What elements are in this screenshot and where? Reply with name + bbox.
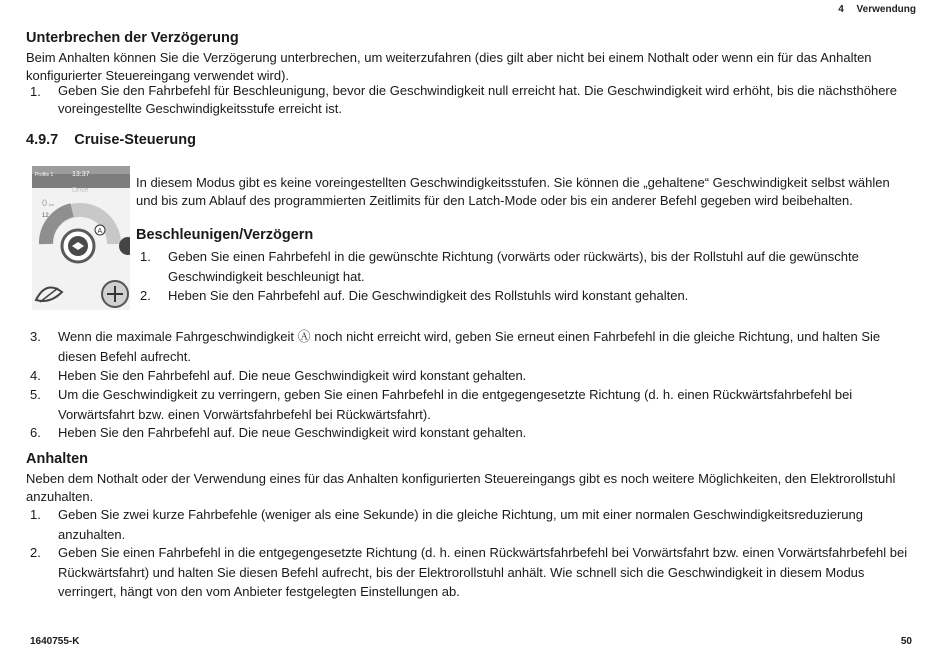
speed-max: 12 (42, 213, 49, 219)
list-number: 3. (30, 329, 41, 344)
section-heading-cruise (26, 132, 196, 148)
list-item (30, 327, 910, 366)
list-number: 2. (30, 545, 41, 560)
chapter-number: 4 (838, 4, 844, 15)
list-number: 1. (30, 507, 41, 522)
list-text: Geben Sie einen Fahrbefehl in die gewünschte Richtung (vorwärts oder rückwärts), bis der Rollstuhl auf die gewünschte Geschwindigkeit beschleunigt hat. (168, 249, 859, 284)
list-item (30, 366, 910, 386)
list-text: Geben Sie einen Fahrbefehl in die entgegengesetzte Richtung (d. h. einen Rückwärtsfahrbefehl bei Vorwärtsfahrt bzw. einen Vorwärtsfahrbefehl bei Rückwärtsfahrt) und halten Sie diesen Befehl aufrecht, bis der Elektrorollstuhl anhält. Wie schnell sich die Geschwindigkeit in diesem Modus verringert, hängt von den vom Anbieter festgelegten Einstellungen ab. (58, 545, 908, 599)
list-item (30, 505, 910, 544)
subsection-title-beschleunigen: Beschleunigen/Verzögern (136, 227, 314, 243)
list-item (30, 543, 910, 602)
list-number: 1. (140, 249, 151, 264)
list-number: 4. (30, 368, 41, 383)
section-intro-anhalten: Neben dem Nothalt oder der Verwendung eines für das Anhalten konfigurierten Steuereingangs gibt es noch weitere Möglichkeiten, den Elektrorollstuhl anzuhalten. (26, 471, 896, 504)
speed-unit: km (49, 202, 55, 207)
section-title-anhalten: Anhalten (26, 451, 89, 467)
document-number: 1640755-K (30, 636, 80, 647)
list-item (30, 82, 900, 118)
list-text: Heben Sie den Fahrbefehl auf. Die Geschwindigkeit des Rollstuhls wird konstant gehalten. (168, 288, 689, 303)
list-text: Geben Sie den Fahrbefehl für Beschleunigung, bevor die Geschwindigkeit null erreicht hat. Die Geschwindigkeit wird erhöht, bis die nächsthöhere voreingestellte Geschwindigkeitsstufe erreicht ist. (58, 83, 897, 116)
time-label: 13:37 (72, 171, 90, 178)
section-intro-cruise: In diesem Modus gibt es keine voreingestellten Geschwindigkeitsstufen. Sie können die „gehaltene“ Geschwindigkeit selbst wählen und bis zum Ablauf des programmierten Zeitlimits für den Latch-Mode oder bis ein anderer Befehl gegeben wird beibehalten. (136, 175, 890, 208)
section-title: Cruise-Steuerung (74, 132, 196, 148)
profile-label: Profile 1 (35, 172, 54, 178)
speed-zero: 0 (42, 198, 48, 208)
section-title-unterbrechen: Unterbrechen der Verzögerung (26, 30, 239, 46)
running-header (838, 4, 916, 15)
page-number: 50 (900, 636, 912, 647)
list-item (140, 286, 900, 306)
display-screen-graphic (32, 166, 130, 310)
mode-label: Drive (72, 187, 89, 194)
list-text: Heben Sie den Fahrbefehl auf. Die neue Geschwindigkeit wird konstant gehalten. (58, 425, 527, 440)
list-item (140, 247, 900, 286)
display-illustration (32, 166, 130, 310)
list-number: 6. (30, 425, 41, 440)
list-text: Wenn die maximale Fahrgeschwindigkeit Ⓐ noch nicht erreicht wird, geben Sie erneut einen Fahrbefehl in die gleiche Richtung, und halten Sie diesen Befehl aufrecht. (58, 329, 881, 364)
section-intro-unterbrechen: Beim Anhalten können Sie die Verzögerung unterbrechen, um weiterzufahren (dies gilt aber nicht bei einem Nothalt oder wenn ein für das Anhalten konfigurierter Steuereingang verwendet wird). (26, 50, 872, 83)
list-item (30, 423, 910, 443)
section-number: 4.9.7 (26, 132, 59, 148)
list-number: 1. (30, 84, 41, 99)
list-item (30, 385, 910, 424)
chapter-title: Verwendung (856, 4, 916, 15)
marker-a-label: A (97, 228, 103, 235)
list-text: Heben Sie den Fahrbefehl auf. Die neue Geschwindigkeit wird konstant gehalten. (58, 368, 527, 383)
list-text: Geben Sie zwei kurze Fahrbefehle (weniger als eine Sekunde) in die gleiche Richtung, um mit einer normalen Geschwindigkeitsreduzierung anzuhalten. (58, 507, 863, 542)
list-text: Um die Geschwindigkeit zu verringern, geben Sie einen Fahrbefehl in die entgegengesetzte Richtung (d. h. einen Rückwärtsfahrbefehl bei Vorwärtsfahrt bzw. einen Vorwärtsfahrbefehl bei Rückwärtsfahrt). (58, 387, 853, 422)
list-number: 5. (30, 387, 41, 402)
list-number: 2. (140, 288, 151, 303)
